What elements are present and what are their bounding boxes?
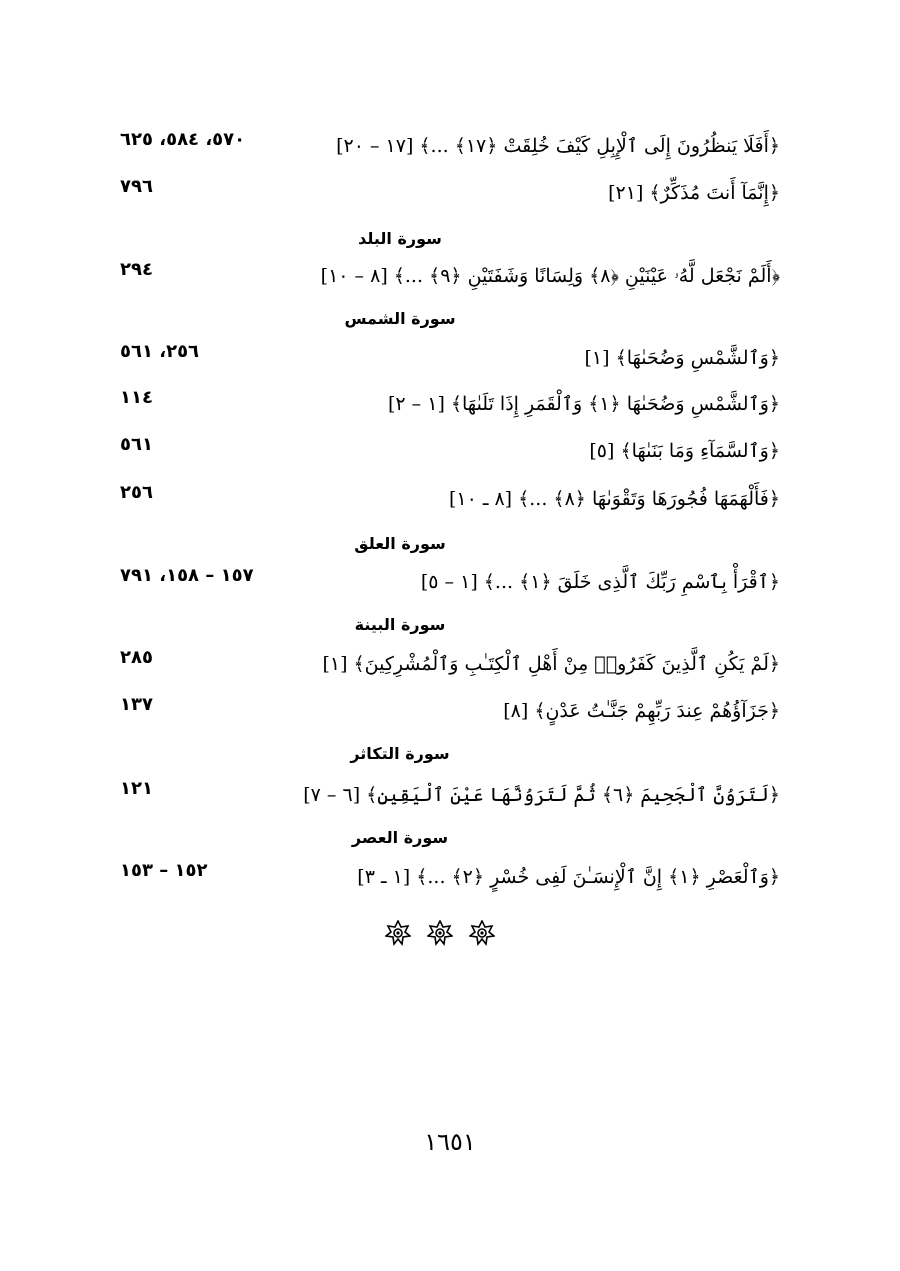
- index-entry: [120, 338, 780, 378]
- page-references: ٢٨٥: [120, 646, 153, 668]
- page-references: ٥٦١: [120, 433, 153, 455]
- verse-text: ﴿جَزَآؤُهُمْ عِندَ رَبِّهِمْ جَنَّـٰتُ عَدْنٍ﴾ [٨]: [503, 700, 780, 722]
- page-references: ٧٩٦: [120, 175, 153, 197]
- surah-heading: سورة العصر: [351, 828, 449, 847]
- verse-text: ﴿إِنَّمَآ أَنتَ مُذَكِّرٌ﴾ [٢١]: [608, 182, 780, 204]
- page-references: ١٢١: [120, 777, 153, 799]
- surah-heading: سورة البينة: [354, 615, 446, 634]
- index-entry: [120, 775, 780, 815]
- index-entry: [120, 644, 780, 684]
- page-references: ١١٤: [120, 386, 153, 408]
- index-entry: [120, 173, 780, 213]
- surah-heading: سورة العلق: [354, 534, 446, 553]
- flower-ornament-icon: [469, 920, 495, 946]
- verse-text: ﴿وَٱلسَّمَآءِ وَمَا بَنَىٰهَا﴾ [٥]: [589, 440, 780, 462]
- page-references: ٥٧٠، ٥٨٤، ٦٢٥: [120, 128, 246, 150]
- page-references: ٢٩٤: [120, 258, 153, 280]
- verse-text: ﴿وَٱلْعَصْرِ ﴿١﴾ إِنَّ ٱلْإِنسَـٰنَ لَفِى خُسْرٍ ﴿٢﴾ ...﴾ [١ ـ ٣]: [357, 866, 780, 888]
- index-entry: [120, 857, 780, 897]
- verse-text: ﴿لَتَرَوُنَّ ٱلْجَحِيمَ ﴿٦﴾ ثُمَّ لَتَرَوُنَّهَا عَيْنَ ٱلْيَقِينِ﴾ [٦ – ٧]: [303, 784, 780, 806]
- page-references: ٢٥٦، ٥٦١: [120, 340, 200, 362]
- index-entry: [120, 256, 780, 296]
- index-entry: [120, 126, 780, 166]
- index-entry: [120, 562, 780, 602]
- index-entry: [120, 384, 780, 424]
- page-number: ١٦٥١: [424, 1128, 476, 1156]
- verse-text: ﴿أَفَلَا يَنظُرُونَ إِلَى ٱلْإِبِلِ كَيْفَ خُلِقَتْ ﴿١٧﴾ ...﴾ [١٧ – ٢٠]: [336, 135, 780, 157]
- verse-text: ﴿فَأَلْهَمَهَا فُجُورَهَا وَتَقْوَىٰهَا ﴿٨﴾ ...﴾ [٨ ـ ١٠]: [448, 488, 780, 510]
- verse-text: ﴿لَمْ يَكُنِ ٱلَّذِينَ كَفَرُوا۟ مِنْ أَهْلِ ٱلْكِتَـٰبِ وَٱلْمُشْرِكِينَ﴾ [١]: [322, 653, 780, 675]
- surah-heading: سورة البلد: [358, 229, 442, 248]
- flower-ornament-icon: [427, 920, 453, 946]
- surah-heading: سورة التكاثر: [350, 744, 450, 763]
- surah-heading: سورة الشمس: [344, 309, 456, 328]
- flower-ornament-icon: [385, 920, 411, 946]
- section-end-ornaments: [385, 918, 495, 948]
- index-entry: [120, 691, 780, 731]
- page-references: ١٥٢ – ١٥٣: [120, 859, 208, 881]
- verse-text: ﴿ٱقْرَأْ بِٱسْمِ رَبِّكَ ٱلَّذِى خَلَقَ ﴿١﴾ ...﴾ [١ – ٥]: [420, 571, 780, 593]
- verse-text: ﴿وَٱلشَّمْسِ وَضُحَىٰهَا ﴿١﴾ وَٱلْقَمَرِ إِذَا تَلَىٰهَا﴾ [١ – ٢]: [387, 393, 780, 415]
- index-entry: [120, 479, 780, 519]
- verse-text: ﴿وَٱلشَّمْسِ وَضُحَىٰهَا﴾ [١]: [584, 347, 780, 369]
- index-entry: [120, 431, 780, 471]
- page-references: ١٥٧ – ١٥٨، ٧٩١: [120, 564, 254, 586]
- verse-text: ﴿أَلَمْ نَجْعَل لَّهُۥ عَيْنَيْنِ ﴿٨﴾ وَلِسَانًا وَشَفَتَيْنِ ﴿٩﴾ ...﴾ [٨ – ١٠]: [320, 265, 780, 287]
- page-references: ٢٥٦: [120, 481, 153, 503]
- page-references: ١٣٧: [120, 693, 153, 715]
